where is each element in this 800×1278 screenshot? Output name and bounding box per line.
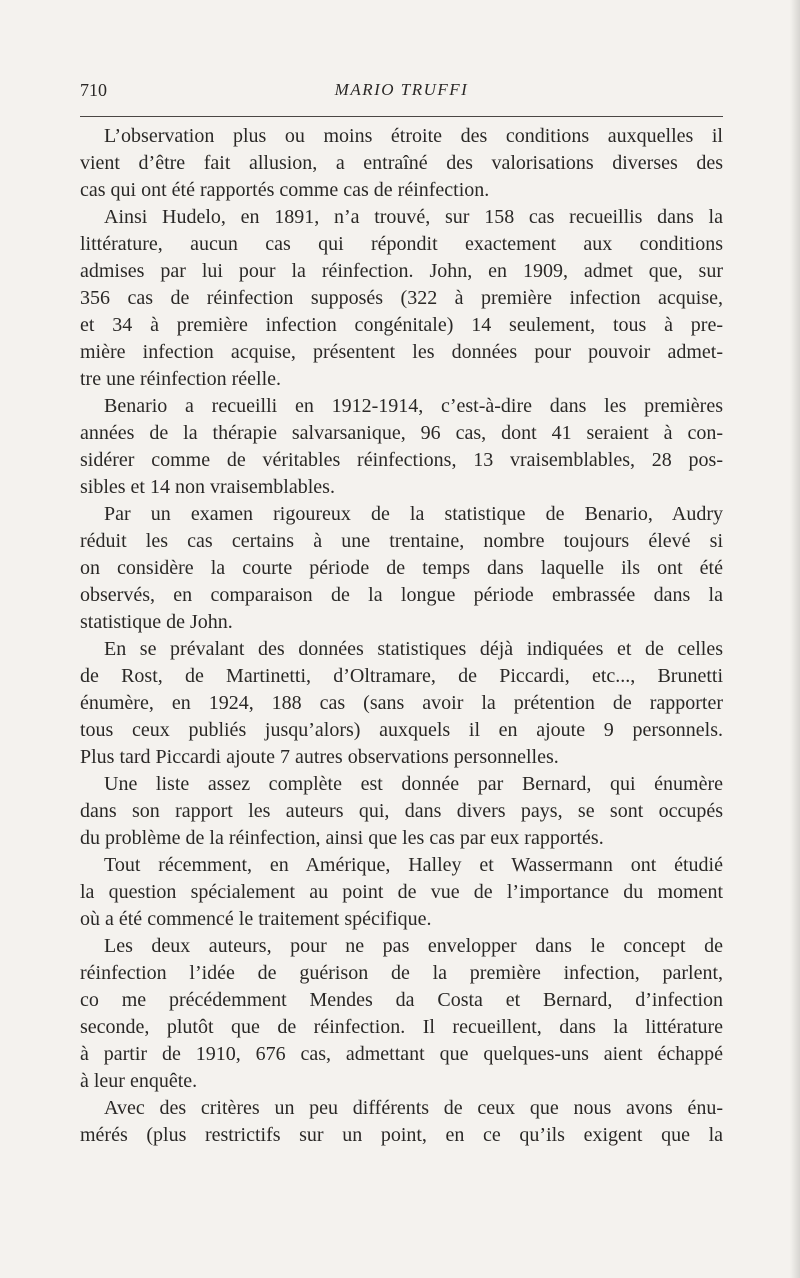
text-line: tre une réinfection réelle. [80, 368, 281, 390]
text-line: réinfection l’idée de guérison de la première infection, parlent, [80, 962, 723, 984]
text-line: du problème de la réinfection, ainsi que les cas par eux rapportés. [80, 827, 604, 849]
text-line: L’observation plus ou moins étroite des conditions auxquelles il [104, 125, 723, 147]
text-line: sidérer comme de véritables réinfections, 13 vraisemblables, 28 pos- [80, 449, 723, 471]
text-line: tous ceux publiés jusqu’alors) auxquels il en ajoute 9 personnels. [80, 719, 723, 741]
header-rule [80, 116, 723, 117]
text-line: Par un examen rigoureux de la statistique de Benario, Audry [104, 503, 723, 525]
text-line: années de la thérapie salvarsanique, 96 cas, dont 41 seraient à con- [80, 422, 723, 444]
text-line: réduit les cas certains à une trentaine, nombre toujours élevé si [80, 530, 723, 552]
text-line: vient d’être fait allusion, a entraîné des valorisations diverses des [80, 152, 723, 174]
text-line: Plus tard Piccardi ajoute 7 autres observations personnelles. [80, 746, 559, 768]
body-text [80, 123, 723, 1149]
text-line: la question spécialement au point de vue de l’importance du moment [80, 881, 723, 903]
text-line: de Rost, de Martinetti, d’Oltramare, de Piccardi, etc..., Brunetti [80, 665, 723, 687]
text-line: littérature, aucun cas qui répondit exactement aux conditions [80, 233, 723, 255]
text-line: Ainsi Hudelo, en 1891, n’a trouvé, sur 158 cas recueillis dans la [104, 206, 723, 228]
running-title: MARIO TRUFFI [334, 80, 469, 99]
page-number: 710 [80, 80, 107, 100]
text-line: énumère, en 1924, 188 cas (sans avoir la prétention de rapporter [80, 692, 723, 714]
text-line: dans son rapport les auteurs qui, dans divers pays, se sont occupés [80, 800, 723, 822]
text-line: à partir de 1910, 676 cas, admettant que quelques-uns aient échappé [80, 1043, 723, 1065]
text-line: En se prévalant des données statistiques déjà indiquées et de celles [104, 638, 723, 660]
text-line: où a été commencé le traitement spécifique. [80, 908, 432, 930]
text-line: observés, en comparaison de la longue période embrassée dans la [80, 584, 723, 606]
text-line: admises par lui pour la réinfection. John, en 1909, admet que, sur [80, 260, 723, 282]
text-line: mérés (plus restrictifs sur un point, en ce qu’ils exigent que la [80, 1124, 723, 1146]
text-line: Une liste assez complète est donnée par Bernard, qui énumère [104, 773, 723, 795]
text-line: cas qui ont été rapportés comme cas de réinfection. [80, 179, 490, 201]
text-line: à leur enquête. [80, 1070, 198, 1092]
text-line: mière infection acquise, présentent les données pour pouvoir admet- [80, 341, 723, 363]
text-line: on considère la courte période de temps dans laquelle ils ont été [80, 557, 723, 579]
text-line: statistique de John. [80, 611, 233, 633]
text-line: Benario a recueilli en 1912-1914, c’est-à-dire dans les premières [104, 395, 723, 417]
text-line: seconde, plutôt que de réinfection. Il recueillent, dans la littérature [80, 1016, 723, 1038]
text-line: et 34 à première infection congénitale) 14 seulement, tous à pre- [80, 314, 723, 336]
page-header [80, 80, 723, 106]
text-line: Tout récemment, en Amérique, Halley et Wassermann ont étudié [104, 854, 723, 876]
text-line: Les deux auteurs, pour ne pas envelopper dans le concept de [104, 935, 723, 957]
text-line: Avec des critères un peu différents de ceux que nous avons énu- [104, 1097, 723, 1119]
text-line: co me précédemment Mendes da Costa et Bernard, d’infection [80, 989, 723, 1011]
page-edge-shadow [790, 0, 800, 1278]
text-line: sibles et 14 non vraisemblables. [80, 476, 335, 498]
text-line: 356 cas de réinfection supposés (322 à première infection acquise, [80, 287, 723, 309]
